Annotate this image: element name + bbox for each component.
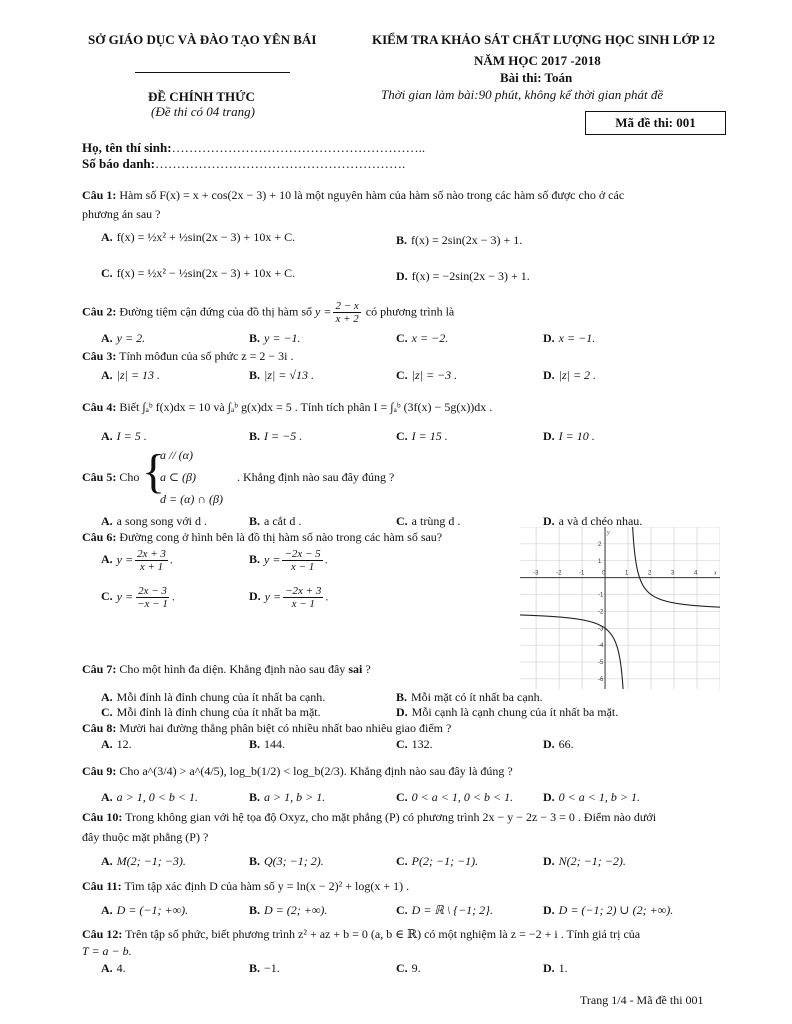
q5-condition-2: a ⊂ (β) — [160, 470, 197, 484]
q9-option-d[interactable]: D. 0 < a < 1, b > 1. — [543, 790, 640, 804]
q7-option-b[interactable]: B. Mỗi mặt có ít nhất ba cạnh. — [396, 690, 543, 704]
q6-d-fraction: $\frac{-2x + 3}{x - 1}$ — [285, 585, 322, 610]
question-2-text-end: có phương trình là — [365, 304, 455, 319]
q4-option-b-text: I = −5 . — [264, 429, 303, 443]
question-7-text: Cho một hình đa diện. Khẳng định nào sau đây — [119, 662, 346, 676]
q10-option-b-text: Q(3; −1; 2). — [264, 854, 324, 868]
question-12 — [82, 927, 640, 942]
q12-option-d[interactable]: D. 1. — [543, 961, 568, 975]
q3-option-d-text: |z| = 2 . — [558, 368, 597, 382]
school-year: NĂM HỌC 2017 -2018 — [474, 53, 601, 68]
question-5-label: Câu 5: — [82, 470, 117, 484]
function-graph — [520, 527, 720, 689]
q10-option-c[interactable]: C. P(2; −1; −1). — [396, 854, 479, 868]
question-10-label: Câu 10: — [82, 810, 123, 824]
page-count: (Đề thi có 04 trang) — [151, 104, 255, 119]
q4-option-a-text: I = 5 . — [116, 429, 147, 443]
question-7-emphasis: sai — [348, 662, 363, 676]
q8-option-a[interactable]: A. 12. — [101, 737, 132, 751]
q7-option-a-text: Mỗi đỉnh là đỉnh chung của ít nhất ba cạnh. — [116, 690, 326, 704]
q10-option-d-text: N(2; −1; −2). — [558, 854, 626, 868]
q8-option-c[interactable]: C. 132. — [396, 737, 433, 751]
q2-fraction: $\frac{2 - x}{x + 2}$ — [335, 300, 359, 325]
q1-option-c-text: f(x) = ½x² − ½sin(2x − 3) + 10x + C. — [116, 266, 296, 280]
x-tick-label: 2 — [648, 570, 652, 577]
q2-option-c-text: x = −2. — [411, 331, 449, 345]
question-3 — [82, 349, 294, 364]
y-tick-label: -2 — [598, 609, 604, 616]
q3-option-a-text: |z| = 13 . — [116, 368, 161, 382]
q4-option-d[interactable]: D. I = 10 . — [543, 429, 595, 443]
question-8 — [82, 721, 451, 736]
question-6-text: Đường cong ở hình bên là đồ thị hàm số nào trong các hàm số sau? — [119, 530, 443, 544]
q11-option-c[interactable]: C. D = ℝ \ {−1; 2}. — [396, 903, 493, 917]
q8-option-c-text: 132. — [411, 737, 433, 751]
q6-option-a[interactable]: A. y = $\frac{2x + 3}{x + 1}$ . — [101, 548, 173, 573]
q7-option-b-text: Mỗi mặt có ít nhất ba cạnh. — [411, 690, 543, 704]
q7-option-c-text: Mỗi đỉnh là đỉnh chung của ít nhất ba mặt. — [116, 705, 321, 719]
q4-option-b[interactable]: B. I = −5 . — [249, 429, 303, 443]
q1-option-a-text: f(x) = ½x² + ½sin(2x − 3) + 10x + C. — [116, 230, 296, 244]
q2-option-d[interactable]: D. x = −1. — [543, 331, 596, 345]
q8-option-d-text: 66. — [558, 737, 574, 751]
q9-option-a[interactable]: A. a > 1, 0 < b < 1. — [101, 790, 198, 804]
y-tick-label: -6 — [598, 676, 604, 683]
question-6-label: Câu 6: — [82, 530, 117, 544]
q3-option-b-text: |z| = √13 . — [264, 368, 314, 382]
q1-option-a[interactable]: A. f(x) = ½x² + ½sin(2x − 3) + 10x + C. — [101, 230, 296, 244]
x-tick-label: -3 — [533, 570, 539, 577]
q2-option-b[interactable]: B. y = −1. — [249, 331, 301, 345]
q10-option-a[interactable]: A. M(2; −1; −3). — [101, 854, 186, 868]
y-tick-label: -1 — [598, 592, 604, 599]
q5-option-b[interactable]: B. a cắt d . — [249, 514, 302, 528]
question-2-label: Câu 2: — [82, 304, 117, 319]
q10-option-a-text: M(2; −1; −3). — [116, 854, 186, 868]
q7-option-c[interactable]: C. Mỗi đỉnh là đỉnh chung của ít nhất ba mặt. — [101, 705, 321, 719]
q3-option-c-text: |z| = −3 . — [411, 368, 458, 382]
q2-option-b-text: y = −1. — [264, 331, 301, 345]
question-4-text: Biết ∫ₐᵇ f(x)dx = 10 và ∫ₐᵇ g(x)dx = 5 . Tính tích phân I = ∫ₐᵇ (3f(x) − 5g(x))dx . — [119, 400, 493, 414]
question-9 — [82, 764, 513, 779]
q5-option-d[interactable]: D. a và d chéo nhau. — [543, 514, 643, 528]
q6-c-fraction: $\frac{2x - 3}{-x - 1}$ — [137, 585, 168, 610]
q8-option-b-text: 144. — [264, 737, 286, 751]
y-tick-label: -3 — [598, 626, 604, 633]
question-8-label: Câu 8: — [82, 721, 117, 735]
q6-b-fraction: $\frac{-2x - 5}{x - 1}$ — [284, 548, 321, 573]
exam-code: Mã đề thi: 001 — [615, 115, 696, 130]
question-7-text-end: ? — [362, 662, 371, 676]
question-3-text: Tính môđun của số phức z = 2 − 3i . — [119, 349, 294, 363]
question-8-text: Mười hai đường thẳng phân biệt có nhiều nhất bao nhiêu giao điểm ? — [119, 721, 452, 735]
question-5-label-row — [82, 470, 139, 485]
y-tick-label: -5 — [598, 660, 604, 666]
q11-option-a-text: D = (−1; +∞). — [116, 903, 189, 917]
question-6 — [82, 530, 442, 545]
q2-option-c[interactable]: C. x = −2. — [396, 331, 449, 345]
question-1 — [82, 188, 624, 203]
student-id-blank: …………………………………………………. — [154, 156, 406, 171]
x-tick-label: -1 — [579, 570, 585, 577]
q9-option-a-text: a > 1, 0 < b < 1. — [116, 790, 198, 804]
q9-option-b[interactable]: B. a > 1, b > 1. — [249, 790, 326, 804]
question-10-text: Trong không gian với hệ tọa độ Oxyz, cho mặt phẳng (P) có phương trình 2x − y − 2z − 3 = 0 . Điểm nào dưới — [125, 810, 657, 824]
q2-option-a[interactable]: A. y = 2. — [101, 331, 146, 345]
q10-option-d[interactable]: D. N(2; −1; −2). — [543, 854, 626, 868]
q9-option-c-text: 0 < a < 1, 0 < b < 1. — [411, 790, 514, 804]
q7-option-a[interactable]: A. Mỗi đỉnh là đỉnh chung của ít nhất ba cạnh. — [101, 690, 326, 704]
q5-option-c-text: a trùng d . — [411, 514, 461, 528]
q5-condition-1: a // (α) — [160, 448, 193, 462]
q5-option-a-text: a song song với d . — [116, 514, 208, 528]
q4-option-d-text: I = 10 . — [558, 429, 595, 443]
y-axis-label: y — [607, 530, 610, 536]
q3-option-c[interactable]: C. |z| = −3 . — [396, 368, 458, 382]
question-11-label: Câu 11: — [82, 879, 122, 893]
question-7-label: Câu 7: — [82, 662, 117, 676]
q11-option-d-text: D = (−1; 2) ∪ (2; +∞). — [558, 903, 674, 917]
department-title: SỞ GIÁO DỤC VÀ ĐÀO TẠO YÊN BÁI — [88, 32, 317, 47]
q4-option-a[interactable]: A. I = 5 . — [101, 429, 147, 443]
graph-curve-right-branch — [632, 527, 720, 607]
q11-option-c-text: D = ℝ \ {−1; 2}. — [411, 903, 493, 917]
q1-option-c[interactable]: C. f(x) = ½x² − ½sin(2x − 3) + 10x + C. — [101, 266, 296, 280]
q10-option-b[interactable]: B. Q(3; −1; 2). — [249, 854, 324, 868]
question-4-label: Câu 4: — [82, 400, 117, 414]
q5-option-a[interactable]: A. a song song với d . — [101, 514, 208, 528]
graph-curve-left-branch — [520, 615, 624, 689]
question-3-label: Câu 3: — [82, 349, 117, 363]
question-10-text-cont: đây thuộc mặt phẳng (P) ? — [82, 830, 209, 844]
q11-option-a[interactable]: A. D = (−1; +∞). — [101, 903, 189, 917]
question-11 — [82, 879, 409, 894]
x-tick-label: -2 — [556, 570, 562, 577]
q12-option-b-text: −1. — [264, 961, 280, 975]
q8-option-d[interactable]: D. 66. — [543, 737, 574, 751]
q12-option-c-text: 9. — [411, 961, 421, 975]
q8-option-a-text: 12. — [116, 737, 132, 751]
q4-option-c[interactable]: C. I = 15 . — [396, 429, 448, 443]
q11-option-b[interactable]: B. D = (2; +∞). — [249, 903, 328, 917]
student-id-row — [82, 156, 405, 172]
question-2-text: Đường tiệm cận đứng của đồ thị hàm số — [119, 304, 312, 319]
q5-option-b-text: a cắt d . — [264, 514, 302, 528]
q1-option-d[interactable]: D. f(x) = −2sin(2x − 3) + 1. — [396, 269, 530, 283]
question-12-text: Trên tập số phức, biết phương trình z² + az + b = 0 (a, b ∈ ℝ) có một nghiệm là z = −2 + i . Tính giá trị của — [125, 927, 641, 941]
question-7 — [82, 662, 371, 677]
x-tick-label: 4 — [694, 570, 698, 577]
official-label: ĐỀ CHÍNH THỨC — [148, 89, 255, 104]
q9-option-c[interactable]: C. 0 < a < 1, 0 < b < 1. — [396, 790, 514, 804]
q10-option-c-text: P(2; −1; −1). — [411, 854, 479, 868]
q1-option-b[interactable]: B. f(x) = 2sin(2x − 3) + 1. — [396, 233, 523, 247]
q6-a-fraction: $\frac{2x + 3}{x + 1}$ — [137, 548, 166, 573]
question-12-text-cont: T = a − b. — [82, 944, 132, 958]
q5-condition-3: d = (α) ∩ (β) — [160, 492, 224, 506]
q8-option-b[interactable]: B. 144. — [249, 737, 286, 751]
q9-option-b-text: a > 1, b > 1. — [264, 790, 326, 804]
q12-option-b[interactable]: B. −1. — [249, 961, 280, 975]
question-11-text: Tìm tập xác định D của hàm số y = ln(x − 2)² + log(x + 1) . — [124, 879, 410, 893]
q12-option-c[interactable]: C. 9. — [396, 961, 421, 975]
exam-code-box — [585, 111, 726, 135]
x-axis-label: x — [714, 570, 717, 577]
q12-option-d-text: 1. — [558, 961, 568, 975]
exam-title: KIỂM TRA KHẢO SÁT CHẤT LƯỢNG HỌC SINH LỚP 12 — [372, 32, 715, 47]
q6-option-d[interactable]: D. y = $\frac{-2x + 3}{x - 1}$ . — [249, 585, 329, 610]
q1-option-d-text: f(x) = −2sin(2x − 3) + 1. — [411, 269, 530, 283]
q6-option-c[interactable]: C. y = $\frac{2x - 3}{-x - 1}$ . — [101, 585, 175, 610]
q12-option-a-text: 4. — [116, 961, 126, 975]
question-12-label: Câu 12: — [82, 927, 123, 941]
q3-option-b[interactable]: B. |z| = √13 . — [249, 368, 314, 382]
question-9-text: Cho a^(3/4) > a^(4/5), log_b(1/2) < log_b(2/3). Khẳng định nào sau đây là đúng ? — [119, 764, 513, 778]
question-1-text-cont: phương án sau ? — [82, 207, 161, 221]
page-footer: Trang 1/4 - Mã đề thi 001 — [580, 993, 704, 1007]
q2-option-d-text: x = −1. — [558, 331, 596, 345]
q7-option-d-text: Mỗi cạnh là cạnh chung của ít nhất ba mặt. — [411, 705, 619, 719]
q11-option-b-text: D = (2; +∞). — [264, 903, 328, 917]
q4-option-c-text: I = 15 . — [411, 429, 448, 443]
student-name-row — [82, 140, 425, 156]
question-10 — [82, 810, 656, 825]
question-4 — [82, 400, 492, 415]
student-name-label: Họ, tên thí sinh: — [82, 140, 172, 155]
x-tick-label: 0 — [602, 570, 606, 577]
q5-option-d-text: a và d chéo nhau. — [558, 514, 643, 528]
header-divider — [135, 72, 290, 73]
question-1-label: Câu 1: — [82, 188, 117, 202]
x-tick-label: 1 — [625, 570, 629, 577]
q5-option-c[interactable]: C. a trùng d . — [396, 514, 461, 528]
q3-option-d[interactable]: D. |z| = 2 . — [543, 368, 597, 382]
q2-option-a-text: y = 2. — [116, 331, 146, 345]
q12-option-a[interactable]: A. 4. — [101, 961, 126, 975]
student-id-label: Số báo danh: — [82, 156, 155, 171]
question-2: Câu 2: Đường tiệm cận đứng của đồ thị hàm số y = $\frac{2 - x}{x + 2}$ có phương trình là — [82, 300, 455, 325]
q9-option-d-text: 0 < a < 1, b > 1. — [558, 790, 640, 804]
question-5-text-end: . Khẳng định nào sau đây đúng ? — [237, 470, 395, 484]
student-name-blank: ………………………………………………….. — [171, 140, 426, 155]
y-tick-label: 2 — [598, 541, 602, 548]
system-brace: { — [142, 445, 166, 498]
q11-option-d[interactable]: D. D = (−1; 2) ∪ (2; +∞). — [543, 903, 674, 917]
q6-option-b[interactable]: B. y = $\frac{-2x - 5}{x - 1}$ . — [249, 548, 328, 573]
y-tick-label: -4 — [598, 643, 604, 650]
q3-option-a[interactable]: A. |z| = 13 . — [101, 368, 161, 382]
subject: Bài thi: Toán — [500, 70, 573, 85]
exam-time: Thời gian làm bài:90 phút, không kể thời gian phát đề — [381, 87, 664, 102]
y-tick-label: 1 — [598, 558, 602, 565]
x-tick-label: 3 — [671, 570, 675, 577]
q1-option-b-text: f(x) = 2sin(2x − 3) + 1. — [411, 233, 523, 247]
q7-option-d[interactable]: D. Mỗi cạnh là cạnh chung của ít nhất ba mặt. — [396, 705, 619, 719]
question-5-text: Cho — [119, 470, 140, 484]
question-9-label: Câu 9: — [82, 764, 117, 778]
question-1-text: Hàm số F(x) = x + cos(2x − 3) + 10 là một nguyên hàm của hàm số nào trong các hàm số được cho ở các — [119, 188, 625, 202]
